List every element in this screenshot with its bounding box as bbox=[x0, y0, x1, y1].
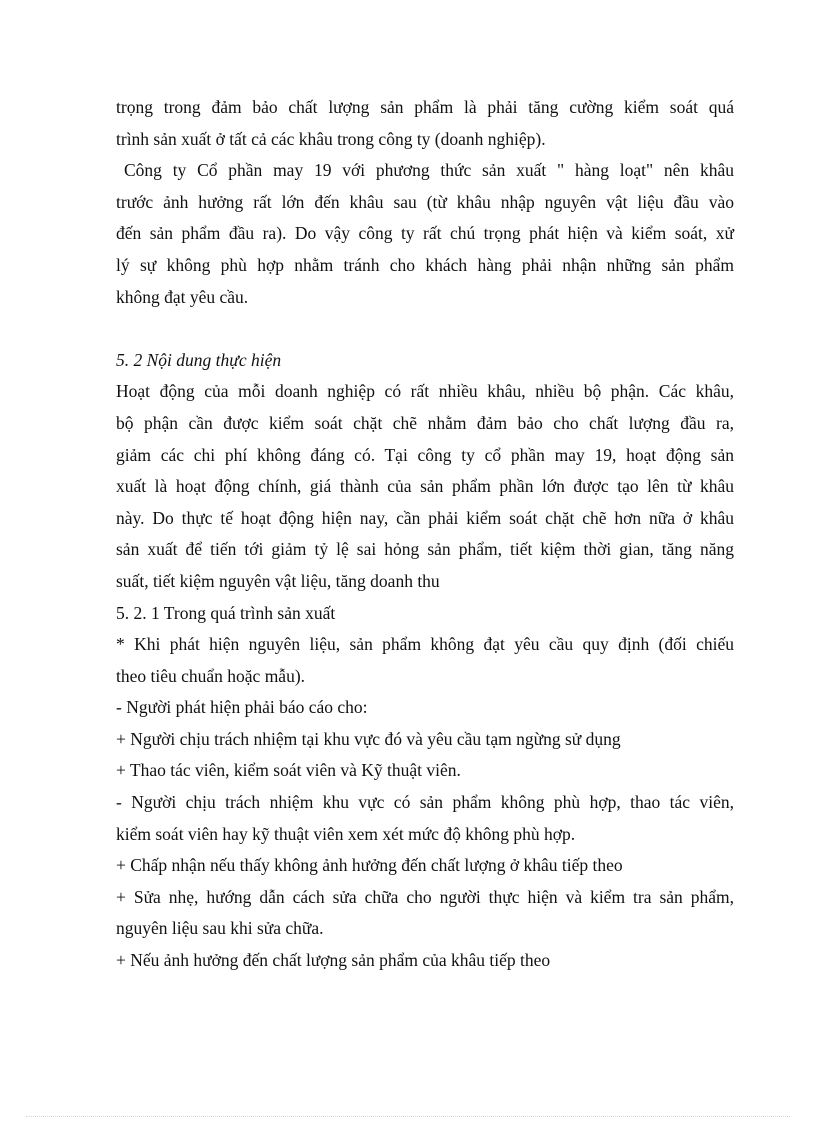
plus-item: + Người chịu trách nhiệm tại khu vực đó và yêu cầu tạm ngừng sử dụng bbox=[116, 728, 621, 749]
bullet-star-item bbox=[116, 629, 734, 692]
text-line: lý sự không phù hợp nhằm tránh cho khách hàng phải nhận những sản phẩm bbox=[116, 254, 734, 275]
text-line: trước ảnh hưởng rất lớn đến khâu sau (từ khâu nhập nguyên vật liệu đầu vào bbox=[116, 191, 734, 212]
text-line: sản xuất để tiến tới giảm tỷ lệ sai hỏng sản phẩm, tiết kiệm thời gian, tăng năng bbox=[116, 539, 734, 560]
text-line: trọng trong đảm bảo chất lượng sản phẩm là phải tăng cường kiểm soát quá bbox=[116, 97, 734, 117]
text-line: suất, tiết kiệm nguyên vật liệu, tăng doanh thu bbox=[116, 570, 440, 591]
company-paragraph bbox=[116, 155, 734, 313]
subsection-heading: 5. 2. 1 Trong quá trình sản xuất bbox=[116, 602, 336, 623]
plus-item: + Thao tác viên, kiểm soát viên và Kỹ thuật viên. bbox=[116, 760, 461, 781]
text-line: giảm các chi phí không đáng có. Tại công ty cổ phần may 19, hoạt động sản bbox=[116, 444, 734, 465]
dash-item bbox=[116, 787, 734, 850]
text-line: theo tiêu chuẩn hoặc mẫu). bbox=[116, 665, 306, 686]
text-line: xuất là hoạt động chính, giá thành của sản phẩm phần lớn được tạo lên từ khâu bbox=[116, 476, 734, 497]
paragraph-spacer bbox=[116, 313, 734, 345]
text-line: trình sản xuất ở tất cả các khâu trong công ty (doanh nghiệp). bbox=[116, 128, 546, 149]
document-page bbox=[116, 92, 734, 977]
plus-item: + Chấp nhận nếu thấy không ảnh hưởng đến chất lượng ở khâu tiếp theo bbox=[116, 855, 623, 876]
text-line: này. Do thực tế hoạt động hiện nay, cần phải kiểm soát chặt chẽ hơn nữa ở khâu bbox=[116, 507, 734, 528]
plus-item bbox=[116, 882, 734, 945]
text-line: Công ty Cổ phần may 19 với phương thức sản xuất " hàng loạt" nên khâu bbox=[124, 160, 734, 181]
text-line: - Người chịu trách nhiệm khu vực có sản phẩm không phù hợp, thao tác viên, bbox=[116, 792, 734, 813]
text-line: + Sửa nhẹ, hướng dẫn cách sửa chữa cho người thực hiện và kiểm tra sản phẩm, bbox=[116, 886, 734, 907]
text-line: * Khi phát hiện nguyên liệu, sản phẩm không đạt yêu cầu quy định (đối chiếu bbox=[116, 634, 734, 655]
intro-paragraph bbox=[116, 92, 734, 155]
section-paragraph bbox=[116, 376, 734, 597]
section-heading: 5. 2 Nội dung thực hiện bbox=[116, 349, 282, 370]
text-line: Hoạt động của mỗi doanh nghiệp có rất nhiều khâu, nhiều bộ phận. Các khâu, bbox=[116, 381, 734, 402]
dash-item: - Người phát hiện phải báo cáo cho: bbox=[116, 697, 368, 718]
text-line: kiểm soát viên hay kỹ thuật viên xem xét mức độ không phù hợp. bbox=[116, 823, 576, 844]
page-bottom-divider bbox=[26, 1116, 790, 1117]
text-line: bộ phận cần được kiểm soát chặt chẽ nhằm đảm bảo cho chất lượng đầu ra, bbox=[116, 412, 734, 433]
text-line: đến sản phẩm đầu ra). Do vậy công ty rất chú trọng phát hiện và kiểm soát, xử bbox=[116, 223, 734, 244]
text-line: nguyên liệu sau khi sửa chữa. bbox=[116, 918, 324, 939]
plus-item: + Nếu ảnh hưởng đến chất lượng sản phẩm của khâu tiếp theo bbox=[116, 950, 551, 971]
text-line: không đạt yêu cầu. bbox=[116, 286, 249, 307]
